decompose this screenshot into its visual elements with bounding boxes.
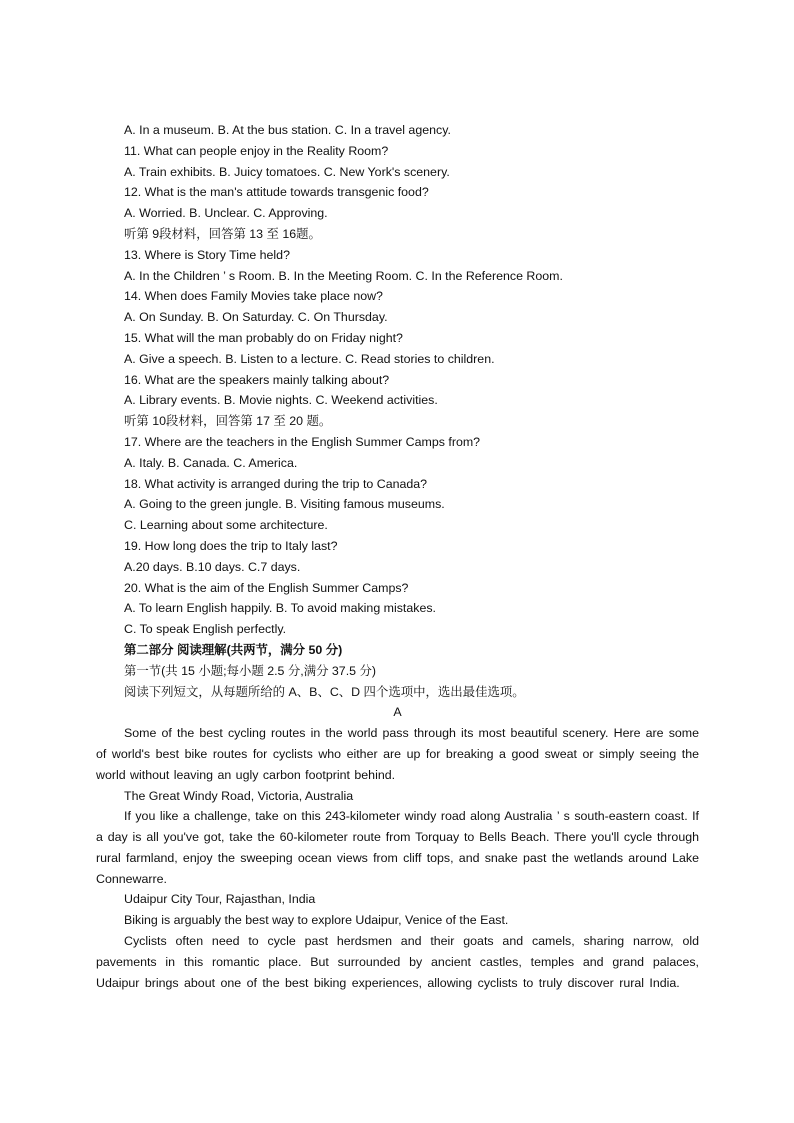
document-content	[96, 120, 699, 993]
reading-instruction: 阅读下列短文，从每题所给的 A、B、C、D 四个选项中，选出最佳选项。	[124, 684, 525, 699]
answer-options-q18-c: C. Learning about some architecture.	[124, 518, 328, 533]
question-12: 12. What is the man's attitude towards transgenic food?	[124, 185, 429, 200]
route1-paragraph: If you like a challenge, take on this 243-kilometer windy road along Australia ’ s south-eastern coast. If a day is all you've got, take the 60-kilometer route from Torquay to Bells Beach. There you'll cycle through rural farmland, enjoy the sweeping ocean views from cliff tops, and snake past the wetlands around Lake Connewarre.	[96, 809, 699, 886]
answer-options-q20-ab: A. To learn English happily. B. To avoid making mistakes.	[124, 601, 436, 616]
reading-section-title: 第二部分 阅读理解(共两节，满分 50 分)	[124, 642, 343, 657]
answer-options-q18-ab: A. Going to the green jungle. B. Visiting famous museums.	[124, 497, 445, 512]
passage-intro-paragraph: Some of the best cycling routes in the world pass through its most beautiful scenery. Here are some of world's best bike routes for cyclists who either are up for breaking a good sweat or simply seeing the world without leaving an ugly carbon footprint behind.	[96, 726, 699, 782]
answer-options-q15: A. Give a speech. B. Listen to a lecture. C. Read stories to children.	[124, 351, 495, 366]
question-17: 17. Where are the teachers in the English Summer Camps from?	[124, 434, 481, 449]
question-19: 19. How long does the trip to Italy last?	[124, 538, 338, 553]
answer-options-q11: A. Train exhibits. B. Juicy tomatoes. C. New York's scenery.	[124, 164, 450, 179]
answer-options-q16: A. Library events. B. Movie nights. C. Weekend activities.	[124, 393, 438, 408]
question-11: 11. What can people enjoy in the Reality Room?	[124, 143, 389, 158]
answer-options-q13: A. In the Children ’ s Room. B. In the Meeting Room. C. In the Reference Room.	[124, 268, 563, 283]
section-instruction-10: 听第 10段材料，回答第 17 至 20 题。	[124, 414, 332, 429]
question-16: 16. What are the speakers mainly talking about?	[124, 372, 390, 387]
question-14: 14. When does Family Movies take place now?	[124, 289, 383, 304]
answer-options-q20-c: C. To speak English perfectly.	[124, 622, 287, 637]
answer-options-q17: A. Italy. B. Canada. C. America.	[124, 455, 298, 470]
question-18: 18. What activity is arranged during the trip to Canada?	[124, 476, 428, 491]
question-13: 13. Where is Story Time held?	[124, 247, 290, 262]
question-15: 15. What will the man probably do on Friday night?	[124, 330, 403, 345]
passage-label: A	[393, 705, 402, 720]
reading-subsection-title: 第一节(共 15 小题;每小题 2.5 分,满分 37.5 分)	[124, 663, 376, 678]
question-20: 20. What is the aim of the English Summer Camps?	[124, 580, 409, 595]
route2-paragraph: Cyclists often need to cycle past herdsmen and their goats and camels, sharing narrow, old pavements in this romantic place. But surrounded by ancient castles, temples and grand palaces, Udaipur brings about one of the best biking experiences, allowing cyclists to truly discover rural India.	[96, 934, 699, 990]
section-instruction-9: 听第 9段材料，回答第 13 至 16题。	[124, 226, 321, 241]
answer-options-q14: A. On Sunday. B. On Saturday. C. On Thursday.	[124, 310, 388, 325]
answer-options-q19: A.20 days. B.10 days. C.7 days.	[124, 559, 301, 574]
answer-options-q12: A. Worried. B. Unclear. C. Approving.	[124, 206, 328, 221]
route1-heading: The Great Windy Road, Victoria, Australia	[124, 788, 354, 803]
answer-options-q10: A. In a museum. B. At the bus station. C. In a travel agency.	[124, 123, 451, 137]
route2-first-line: Biking is arguably the best way to explore Udaipur, Venice of the East.	[124, 913, 509, 928]
route2-heading: Udaipur City Tour, Rajasthan, India	[124, 892, 316, 907]
